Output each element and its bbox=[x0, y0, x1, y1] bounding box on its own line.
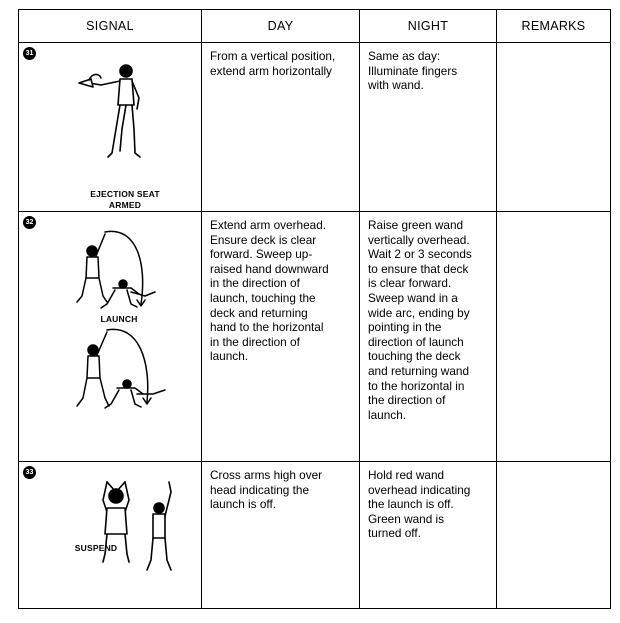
ejection-seat-armed-figure-icon bbox=[19, 43, 202, 205]
header-day: DAY bbox=[202, 10, 360, 43]
signal-number-badge: 33 bbox=[23, 466, 36, 479]
night-cell: Raise green wand vertically overhead. Wait 2 or 3 seconds to ensure that deck is clear forward. Sweep wand in a wide arc, ending by pointing in the direction of launch touching the deck and returning wand to the horizontal in the direction of launch. bbox=[360, 212, 497, 462]
signal-caption: SUSPEND bbox=[74, 543, 118, 553]
remarks-cell bbox=[497, 43, 611, 212]
suspend-figure-icon bbox=[19, 462, 202, 602]
table-row bbox=[19, 212, 611, 462]
table-row bbox=[19, 43, 611, 212]
header-remarks: REMARKS bbox=[497, 10, 611, 43]
day-cell: Extend arm overhead. Ensure deck is clear forward. Sweep up- raised hand downward in the direction of launch, touching the deck and returning hand to the horizontal in the direction of launch. bbox=[202, 212, 360, 462]
day-cell: Cross arms high over head indicating the launch is off. bbox=[202, 462, 360, 609]
table-row bbox=[19, 462, 611, 609]
signal-caption: LAUNCH bbox=[100, 314, 138, 324]
launch-figure-icon bbox=[19, 212, 202, 455]
night-cell: Same as day: Illuminate fingers with wand. bbox=[360, 43, 497, 212]
night-cell: Hold red wand overhead indicating the launch is off. Green wand is turned off. bbox=[360, 462, 497, 609]
remarks-cell bbox=[497, 462, 611, 609]
signal-cell bbox=[19, 43, 202, 212]
caption-line-2: ARMED bbox=[108, 200, 142, 210]
signal-table bbox=[18, 9, 611, 609]
header-signal: SIGNAL bbox=[19, 10, 202, 43]
signal-caption bbox=[69, 189, 181, 211]
signal-number-badge: 32 bbox=[23, 216, 36, 229]
header-row bbox=[19, 10, 611, 43]
day-cell: From a vertical position, extend arm horizontally bbox=[202, 43, 360, 212]
signal-cell bbox=[19, 462, 202, 609]
caption-line-1: EJECTION SEAT bbox=[90, 189, 160, 199]
remarks-cell bbox=[497, 212, 611, 462]
signal-number-badge: 31 bbox=[23, 47, 36, 60]
signal-cell bbox=[19, 212, 202, 462]
header-night: NIGHT bbox=[360, 10, 497, 43]
